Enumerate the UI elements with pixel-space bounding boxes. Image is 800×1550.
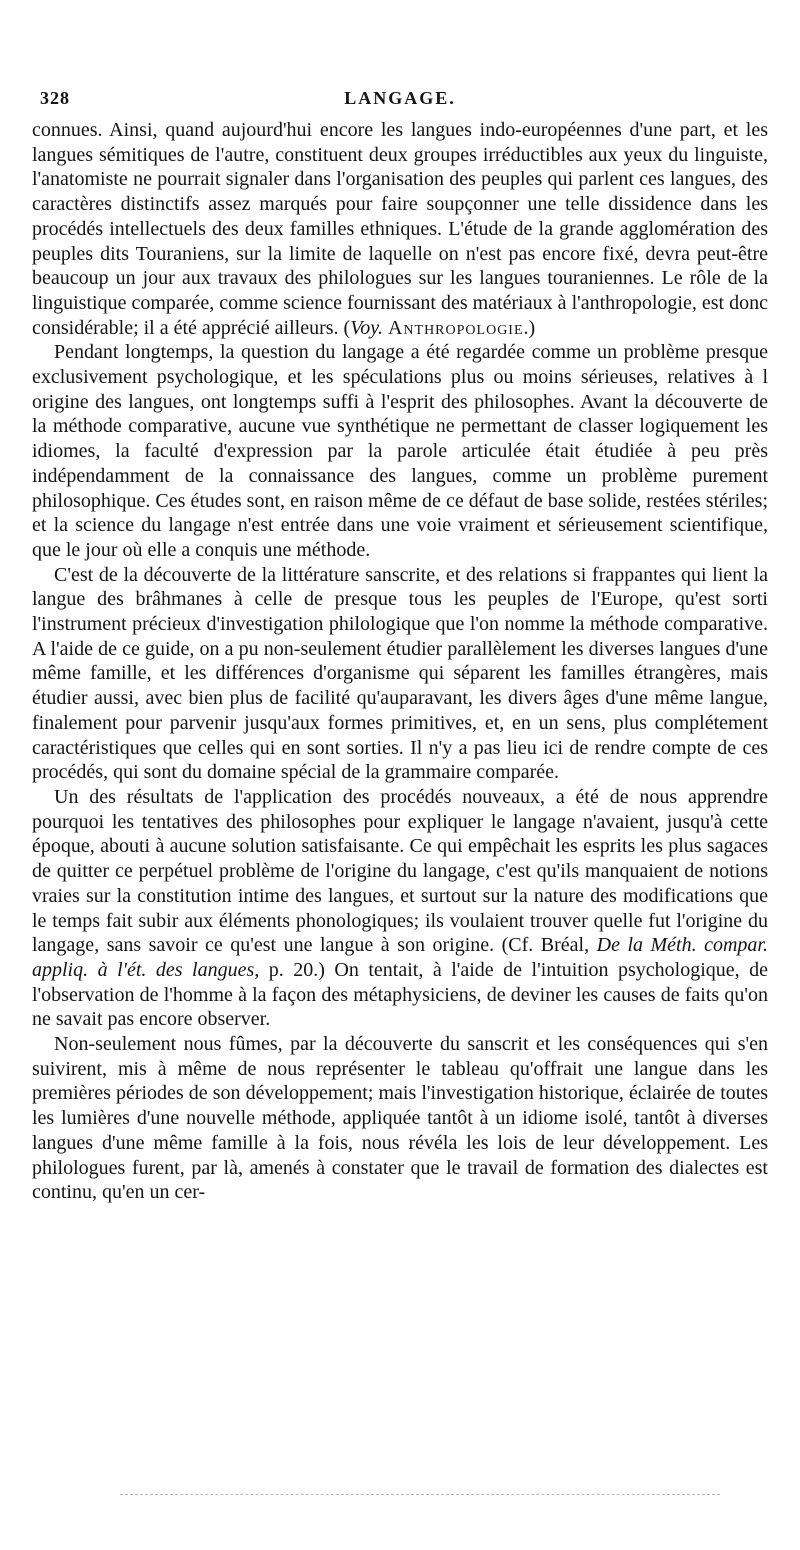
- running-head: [32, 88, 768, 118]
- paragraph-1: [32, 118, 768, 340]
- paragraph-1-text: connues. Ainsi, quand aujourd'hui encore les langues indo-européennes d'une part, et les langues sémitiques de l'autre, constituent deux groupes irréductibles aux yeux du linguiste, l'anatomiste ne pourrait signaler dans l'organisation des peuples qui parlent ces langues, des caractères distinctifs assez marqués pour faire soupçonner une telle dissidence dans les procédés intellectuels des deux familles ethniques. L'étude de la grande agglomération des peuples dits Touraniens, sur la limite de laquelle on n'est pas encore fixé, devra peut-être beaucoup un jour aux travaux des philologues sur les langues touraniennes. Le rôle de la linguistique comparée, comme science fournissant des matériaux à l'anthropologie, est donc considérable; il a été apprécié ailleurs. (: [32, 119, 768, 339]
- citation-title: De la Méth. compar. appliq. à l'ét. des langues: [32, 934, 768, 981]
- paragraph-4: [32, 785, 768, 1032]
- paragraph-4-text-after: , p. 20.) On tentait, à l'aide de l'intuition psychologique, de l'observation de l'homme à la façon des métaphysiciens, de deviner les causes de faits qu'on ne savait pas encore observer.: [32, 958, 768, 1031]
- paragraph-5: Non-seulement nous fûmes, par la découverte du sanscrit et les conséquences qui s'en suivirent, mis à même de nous représenter le tableau qu'offrait une langue dans les premières périodes de son développement; mais l'investigation historique, éclairée de toutes les lumières d'une nouvelle méthode, appliquée tantôt à un idiome isolé, tantôt à diverses langues d'une même famille à la fois, nous révéla les lois de leur développement. Les philologues furent, par là, amenés à constater que le travail de formation des dialectes est continu, qu'en un cer-: [32, 1033, 768, 1204]
- reference-close: .): [523, 316, 536, 339]
- paragraph-2: Pendant longtemps, la question du langage a été regardée comme un problème presque exclusivement psychologique, et les spéculations plus ou moins sérieuses, relatives à l origine des langues, ont longtemps suffi à l'esprit des philosophes. Avant la découverte de la méthode comparative, aucune vue synthétique ne permettant de classer logiquement les idiomes, la faculté d'expression par la parole articulée était étudiée à peu près indépendamment de la connaissance des langues, comme un problème purement philosophique. Ces études sont, en raison même de ce défaut de base solide, restées stériles; et la science du langage n'est entrée dans une voie vraiment et sérieusement scientifique, que le jour où elle a conquis une méthode.: [32, 341, 768, 561]
- page-number: 328: [40, 88, 70, 108]
- running-title: LANGAGE.: [344, 88, 456, 108]
- voy-reference: Voy.: [350, 316, 383, 339]
- paragraph-4-text-before: Un des résultats de l'application des procédés nouveaux, a été de nous apprendre pourquoi les tentatives des philosophes pour expliquer le langage n'avaient, jusqu'à cette époque, abouti à aucune solution satisfaisante. Ce qui empêchait les esprits les plus sagaces de quitter ce perpétuel problème de l'origine du langage, c'est qu'ils manquaient de notions vraies sur la constitution intime des langues, et surtout sur la nature des modifications que le temps fait subir aux éléments phonologiques; ils voulaient trouver quelle fut l'origine du langage, sans savoir ce qu'est une langue à son origine. (Cf. Bréal,: [32, 785, 768, 957]
- paragraph-3: C'est de la découverte de la littérature sanscrite, et des relations si frappantes qui lient la langue des brâhmanes à celle de presque tous les peuples de l'Europe, qu'est sorti l'instrument précieux d'investigation philologique que l'on nomme la méthode comparative. A l'aide de ce guide, on a pu non-seulement étudier parallèlement les diverses langues d'une même famille, et les différences d'organisme qui séparent les familles étrangères, mais étudier aussi, avec bien plus de facilité qu'auparavant, les divers âges d'une même langue, finalement pour parvenir jusqu'aux formes primitives, et, en un sens, plus complétement caractéristiques que celles qui en sont sorties. Il n'y a pas lieu ici de rendre compte de ces procédés, qui sont du domaine spécial de la grammaire comparée.: [32, 563, 768, 784]
- anthropologie-reference: Anthropologie: [387, 316, 524, 339]
- footer-rule: [120, 1494, 720, 1495]
- body-text: [32, 118, 768, 1205]
